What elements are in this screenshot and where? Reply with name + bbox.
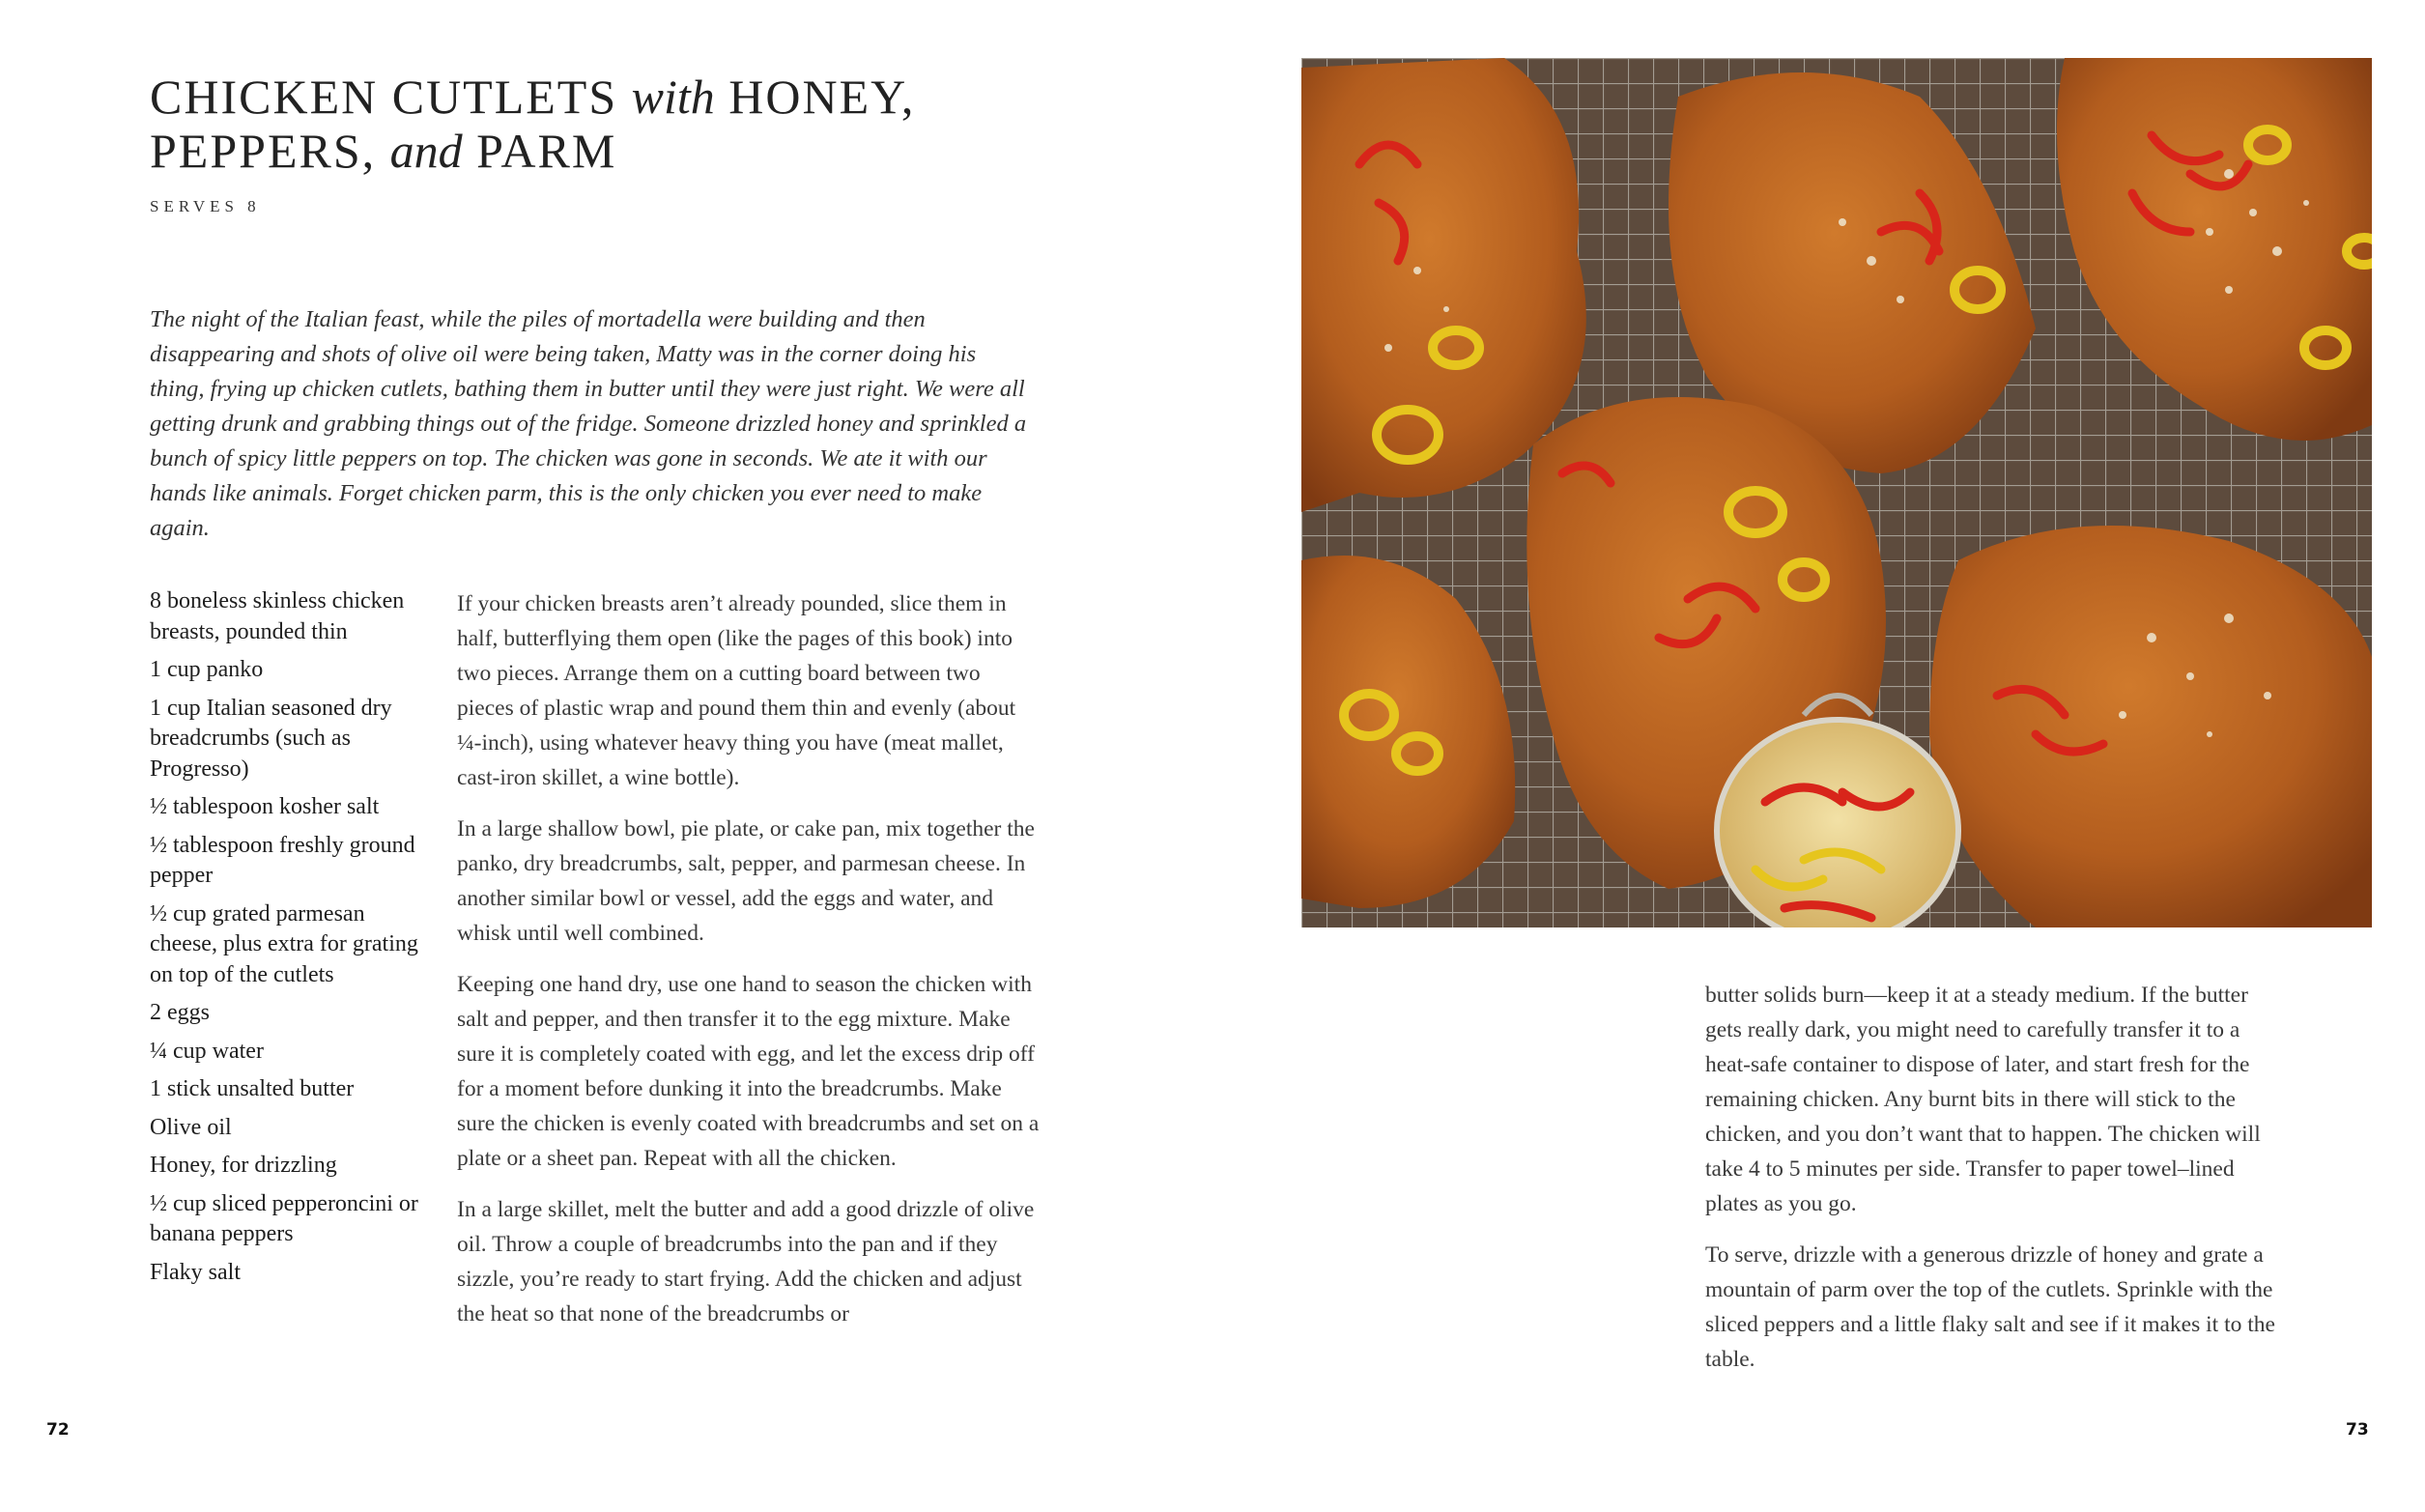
title-italic-with: with bbox=[631, 70, 715, 124]
method-step: In a large skillet, melt the butter and add a good drizzle of olive oil. Throw a couple of breadcrumbs into the pan and if they sizzle, you’re ready to start frying. Add the chicken and adjust the heat so that none of the breadcrumbs or bbox=[457, 1197, 1035, 1327]
headnote: The night of the Italian feast, while the piles of mortadella were building and then disappearing and shots of olive oil were being taken, Matty was in the corner doing his thing, frying up chicken cutlets, bathing them in butter until they were just right. We were all getting drunk and grabbing things out of the fridge. Someone drizzled honey and sprinkled a bunch of spicy little peppers on top. The chicken was gone in seconds. We ate it with our hands like animals. Forget chicken parm, this is the only chicken you ever need to make again. bbox=[150, 306, 1027, 541]
page-number-right: 73 bbox=[2346, 1420, 2369, 1440]
page-number-left: 72 bbox=[46, 1420, 70, 1440]
pepper-jar bbox=[1717, 720, 1958, 927]
title-text: PARM bbox=[476, 124, 617, 178]
ingredient-item: 8 boneless skinless chicken breasts, pounded thin bbox=[150, 588, 405, 644]
method-continued bbox=[1705, 978, 2285, 1393]
ingredient-item: Olive oil bbox=[150, 1114, 232, 1140]
ingredient-item: ¼ cup water bbox=[150, 1038, 264, 1064]
ingredient-item: ½ tablespoon kosher salt bbox=[150, 794, 380, 819]
ingredient-item: ½ cup grated parmesan cheese, plus extra for grating on top of the cutlets bbox=[150, 900, 418, 987]
ingredient-item: 1 cup panko bbox=[150, 657, 264, 682]
ingredient-item: 2 eggs bbox=[150, 1000, 210, 1025]
cutlet bbox=[1929, 526, 2372, 927]
serves-label: SERVES 8 bbox=[150, 197, 261, 215]
method-step: butter solids burn—keep it at a steady medium. If the butter gets really dark, you might need to carefully transfer it to a heat-safe container to dispose of later, and start fresh for the remaining chicken. Any burnt bits in there will stick to the chicken, and you don’t want that to happen. The chicken will take 4 to 5 minutes per side. Transfer to paper towel–lined plates as you go. bbox=[1705, 983, 2261, 1216]
method-step: In a large shallow bowl, pie plate, or cake pan, mix together the panko, dry breadcrumbs, salt, pepper, and parmesan cheese. In another similar bowl or vessel, add the eggs and water, and whisk until well combined. bbox=[457, 816, 1035, 946]
title-text: PEPPERS, bbox=[150, 124, 377, 178]
photo-illustration bbox=[1301, 58, 2372, 927]
method-step: To serve, drizzle with a generous drizzle of honey and grate a mountain of parm over the top of the cutlets. Sprinkle with the sliced peppers and a little flaky salt and see if it makes it to the table. bbox=[1705, 1242, 2275, 1372]
title-italic-and: and bbox=[389, 124, 463, 178]
ingredient-list bbox=[150, 586, 425, 1296]
ingredient-item: 1 stick unsalted butter bbox=[150, 1076, 355, 1101]
ingredient-item: ½ tablespoon freshly ground pepper bbox=[150, 832, 415, 888]
method-step: Keeping one hand dry, use one hand to season the chicken with salt and pepper, and then transfer it to the egg mixture. Make sure it is completely coated with egg, and let the excess drip off for a moment before dunking it into the breadcrumbs. Make sure the chicken is evenly coated with breadcrumbs and set on a plate or a sheet pan. Repeat with all the chicken. bbox=[457, 972, 1040, 1171]
ingredient-item: ½ cup sliced pepperoncini or banana peppers bbox=[150, 1190, 418, 1246]
left-page bbox=[0, 0, 1212, 1512]
ingredient-item: Honey, for drizzling bbox=[150, 1153, 337, 1178]
ingredient-item: 1 cup Italian seasoned dry breadcrumbs (such as Progresso) bbox=[150, 695, 392, 782]
recipe-title bbox=[150, 70, 1116, 178]
title-text: HONEY, bbox=[728, 70, 916, 124]
chicken-cutlets-photo bbox=[1301, 58, 2372, 927]
method-steps bbox=[457, 586, 1041, 1348]
ingredient-item: Flaky salt bbox=[150, 1259, 241, 1285]
method-step: If your chicken breasts aren’t already pounded, slice them in half, butterflying them open (like the pages of this book) into two pieces. Arrange them on a cutting board between two pieces of plastic wrap and pound them thin and evenly (about ¼-inch), using whatever heavy thing you have (meat mallet, cast-iron skillet, a wine bottle). bbox=[457, 591, 1016, 790]
title-text: CHICKEN CUTLETS bbox=[150, 70, 618, 124]
